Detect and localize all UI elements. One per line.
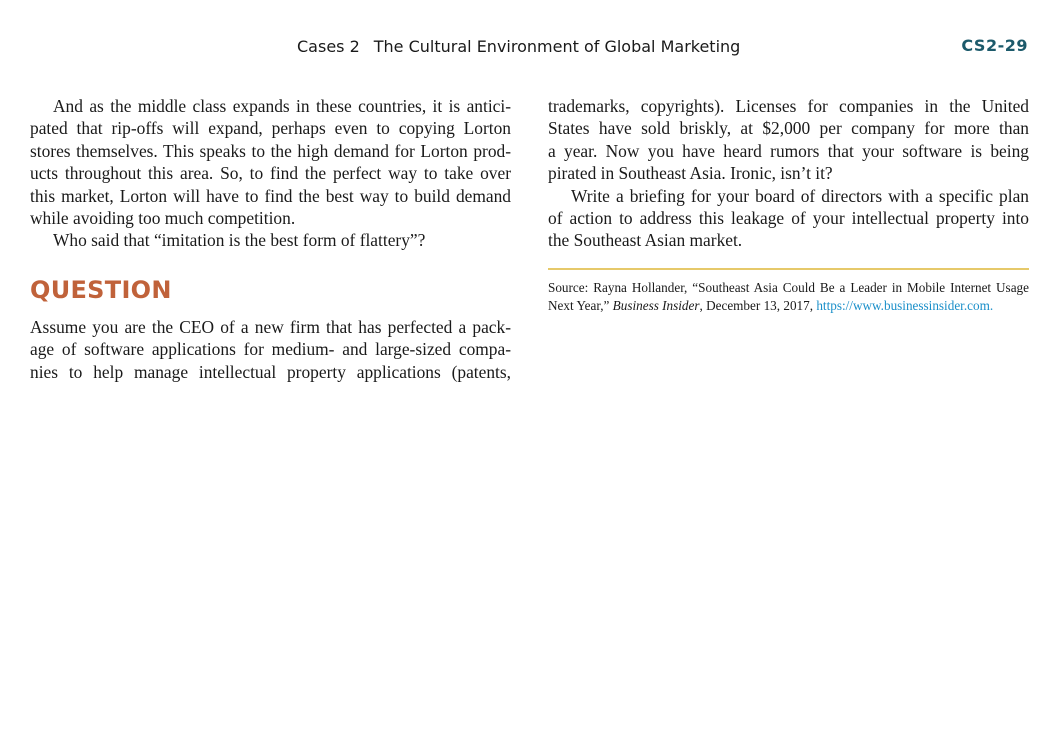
source-suffix: .	[989, 297, 994, 313]
text-line: trademarks, copyrights). Licenses for companies in the United	[548, 96, 1029, 116]
text-line: ucts throughout this area. So, to find the perfect way to take over	[30, 163, 511, 184]
text-line: pated that rip-offs will expand, perhaps even to copying Lorton	[30, 118, 511, 139]
source-url-link[interactable]: https://www.businessinsider.com	[816, 297, 990, 313]
source-citation	[548, 279, 1029, 315]
header-title-group	[297, 37, 740, 56]
source-date: , December 13, 2017,	[699, 297, 817, 313]
text-line: stores themselves. This speaks to the high demand for Lorton prod-	[30, 140, 511, 161]
text-line: age of software applications for medium- and large-sized compa-	[30, 339, 511, 360]
running-header	[0, 36, 1058, 60]
right-column	[548, 95, 1029, 315]
paragraph-imitation: Who said that “imitation is the best form of flattery”?	[53, 230, 426, 251]
source-prefix: Source: Rayna Hollander, “Southeast Asia Could Be a Leader in Mobile Internet Usage Next Year,”	[548, 279, 1029, 313]
text-line: pirated in Southeast Asia. Ironic, isn’t it?	[548, 163, 833, 184]
page-number: CS2-29	[961, 36, 1028, 55]
text-line: Write a briefing for your board of directors with a specific plan	[571, 185, 1029, 206]
question-heading: QUESTION	[30, 275, 172, 304]
text-line: States have sold briskly, at $2,000 per company for more than	[548, 118, 1029, 139]
source-publication: Business Insider	[612, 297, 700, 313]
paragraph-middle-class	[30, 95, 511, 229]
text-line: And as the middle class expands in these countries, it is antici-	[53, 96, 511, 116]
chapter-title: The Cultural Environment of Global Marketing	[373, 37, 741, 56]
text-line: nies to help manage intellectual property applications (patents,	[30, 361, 511, 382]
text-line: a year. Now you have heard rumors that your software is being	[548, 140, 1029, 161]
text-line: this market, Lorton will have to find the best way to build demand	[30, 185, 511, 206]
chapter-label: Cases 2	[297, 37, 360, 56]
left-column	[30, 95, 511, 383]
paragraph-question	[30, 316, 511, 383]
source-divider	[548, 268, 1029, 270]
text-line: Assume you are the CEO of a new firm that has perfected a pack-	[30, 316, 511, 337]
text-line: the Southeast Asian market.	[548, 230, 743, 251]
text-line: while avoiding too much competition.	[30, 208, 296, 229]
paragraph-briefing-task	[548, 185, 1029, 252]
paragraph-question-continued	[548, 95, 1029, 185]
text-line: of action to address this leakage of your intellectual property into	[548, 208, 1029, 229]
